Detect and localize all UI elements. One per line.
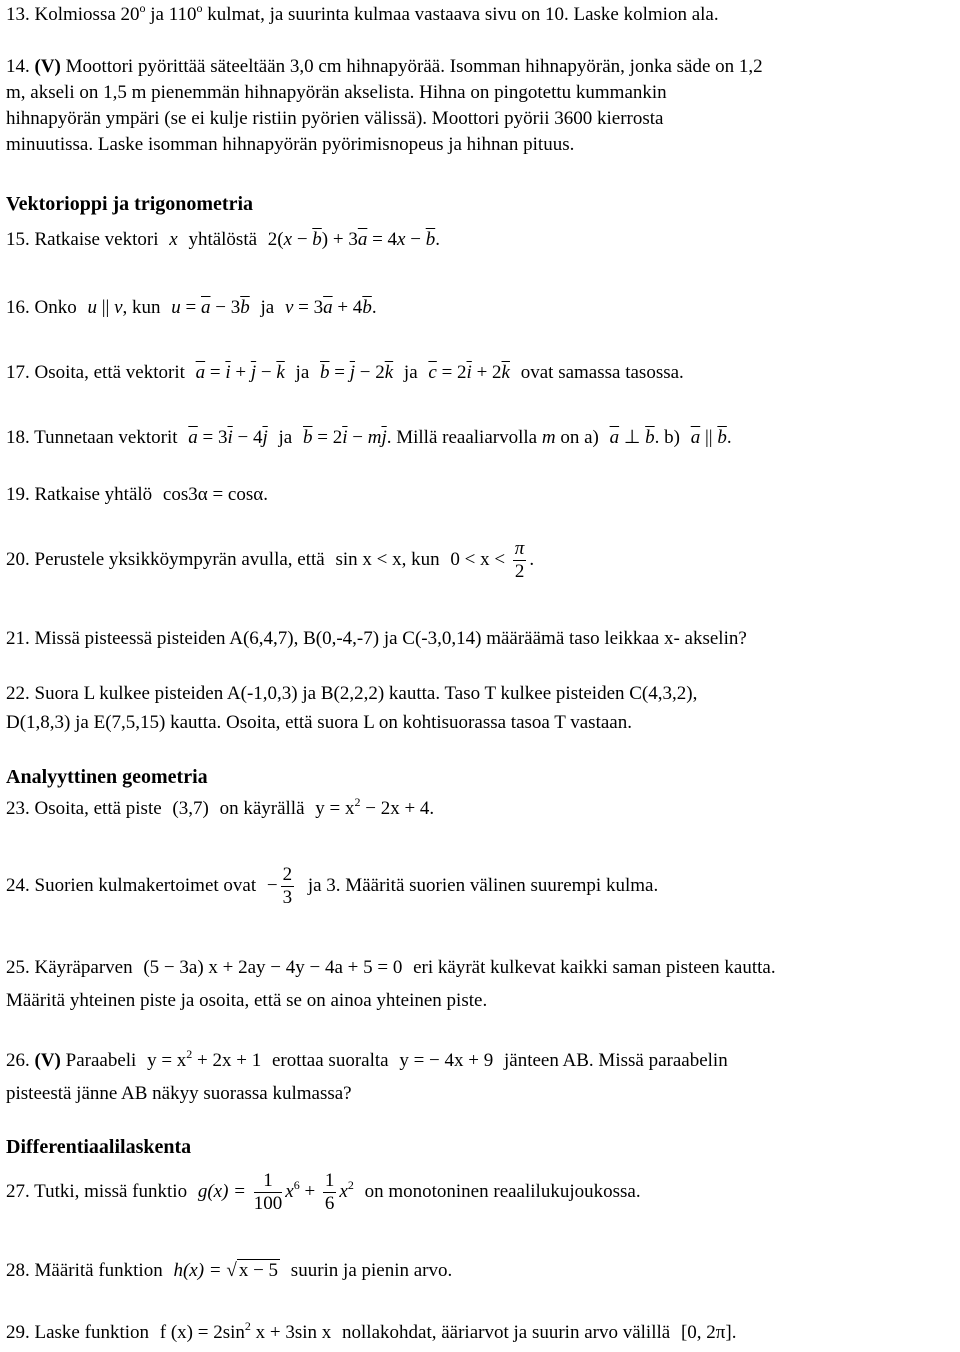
section-heading-diff: Differentiaalilaskenta bbox=[6, 1136, 192, 1158]
problem-14-line-3: hihnapyörän ympäri (se ei kulje ristiin pyörien välissä). Moottori pyörii 3600 kierrosta bbox=[6, 108, 664, 129]
problem-17: 17. Osoita, että vektorit $\overline{a} = \overline{i} + \overline{j} - \overline{k}$ ja $\overline{b} = \overline{j} - 2\overline{k}$ ja $\overline{c} = 2\overline{i} + 2\overline{k}$ ovat samassa tasossa. bbox=[6, 362, 684, 383]
problem-27: 27. Tutki, missä funktio g(x) = $\frac{1}{100}$ $x^6$ + $\frac{1}{6}$ $x^2$ on monotoninen reaalilukujoukossa. bbox=[6, 1170, 641, 1215]
problem-23: 23. Osoita, että piste (3,7) on käyrällä $y = x^2 - 2x + 4$. bbox=[6, 795, 435, 819]
pi-over-two-fraction: $\frac{\pi}{2}$ bbox=[514, 538, 525, 583]
problem-14-line-1: 14. (V) Moottori pyörittää säteeltään 3,0 cm hihnapyörää. Isomman hihnapyörän, jonka säde on 1,2 bbox=[6, 56, 763, 77]
section-heading-vector: Vektorioppi ja trigonometria bbox=[6, 193, 254, 215]
problem-19: 19. Ratkaise yhtälö cos3α = cosα. bbox=[6, 484, 268, 505]
problem-25-line-1: 25. Käyräparven (5 − 3a) x + 2ay − 4y − 4a + 5 = 0 eri käyrät kulkevat kaikki saman pisteen kautta. bbox=[6, 957, 776, 978]
problem-14-line-4: minuutissa. Laske isomman hihnapyörän pyörimisnopeus ja hihnan pituus. bbox=[6, 134, 575, 155]
problem-18: 18. Tunnetaan vektorit $\overline{a} = 3\overline{i} - 4\overline{j}$ ja $\overline{b} = 2\overline{i} - m\overline{j}$. Millä reaaliarvolla m on a) $\overline{a}$ ⊥ $\overline{b}$. b) $\overline{a}$ || $\overline{b}$. bbox=[6, 427, 732, 448]
problem-13: 13. Kolmiossa 20$^o$ ja 110$^o$ kulmat, ja suurinta kulmaa vastaava sivu on 10. Laske kolmion ala. bbox=[6, 1, 719, 25]
problem-14-line-2: m, akseli on 1,5 m pienemmän hihnapyörän akselista. Hihna on pingotettu kummankin bbox=[6, 82, 667, 103]
problem-22-line-2: D(1,8,3) ja E(7,5,15) kautta. Osoita, että suora L on kohtisuorassa tasoa T vastaan. bbox=[6, 712, 632, 733]
problem-15: 15. Ratkaise vektori x yhtälöstä $2(x - \overline{b}) + 3\overline{a} = 4x - \overline{b}$. bbox=[6, 229, 440, 250]
slope-fraction: $\frac{2}{3}$ bbox=[282, 864, 293, 909]
problem-26-line-2: pisteestä jänne AB näkyy suorassa kulmassa? bbox=[6, 1083, 352, 1104]
section-heading-analytic: Analyyttinen geometria bbox=[6, 766, 208, 788]
problem-24: 24. Suorien kulmakertoimet ovat − $\frac{2}{3}$ ja 3. Määritä suorien välinen suurempi kulma. bbox=[6, 864, 659, 909]
problem-25-line-2: Määritä yhteinen piste ja osoita, että se on ainoa yhteinen piste. bbox=[6, 990, 488, 1011]
problem-20: 20. Perustele yksikköympyrän avulla, että sin x < x, kun 0 < x < $\frac{\pi}{2}$ . bbox=[6, 538, 535, 583]
problem-28: 28. Määritä funktion h(x) = √ x − 5 suurin ja pienin arvo. bbox=[6, 1260, 453, 1281]
problem-16: 16. Onko u || v, kun $u = \overline{a} - 3\overline{b}$ ja $v = 3\overline{a} + 4\overline{b}$. bbox=[6, 297, 377, 318]
fraction-1-100: $\frac{1}{100}$ bbox=[253, 1170, 283, 1215]
problem-26-line-1: 26. (V) Paraabeli $y = x^2 + 2x + 1$ erottaa suoralta y = − 4x + 9 jänteen AB. Missä paraabelin bbox=[6, 1047, 728, 1071]
problem-22-line-1: 22. Suora L kulkee pisteiden A(-1,0,3) ja B(2,2,2) kautta. Taso T kulkee pisteiden C(4,3,2), bbox=[6, 683, 698, 704]
fraction-1-6: $\frac{1}{6}$ bbox=[324, 1170, 335, 1215]
problem-29: 29. Laske funktion f $(x) = 2\sin^2$ x + 3sin x nollakohdat, ääriarvot ja suurin arvo välillä [0, 2π]. bbox=[6, 1319, 737, 1343]
problem-21: 21. Missä pisteessä pisteiden A(6,4,7), B(0,-4,-7) ja C(-3,0,14) määräämä taso leikkaa x- akselin? bbox=[6, 628, 747, 649]
